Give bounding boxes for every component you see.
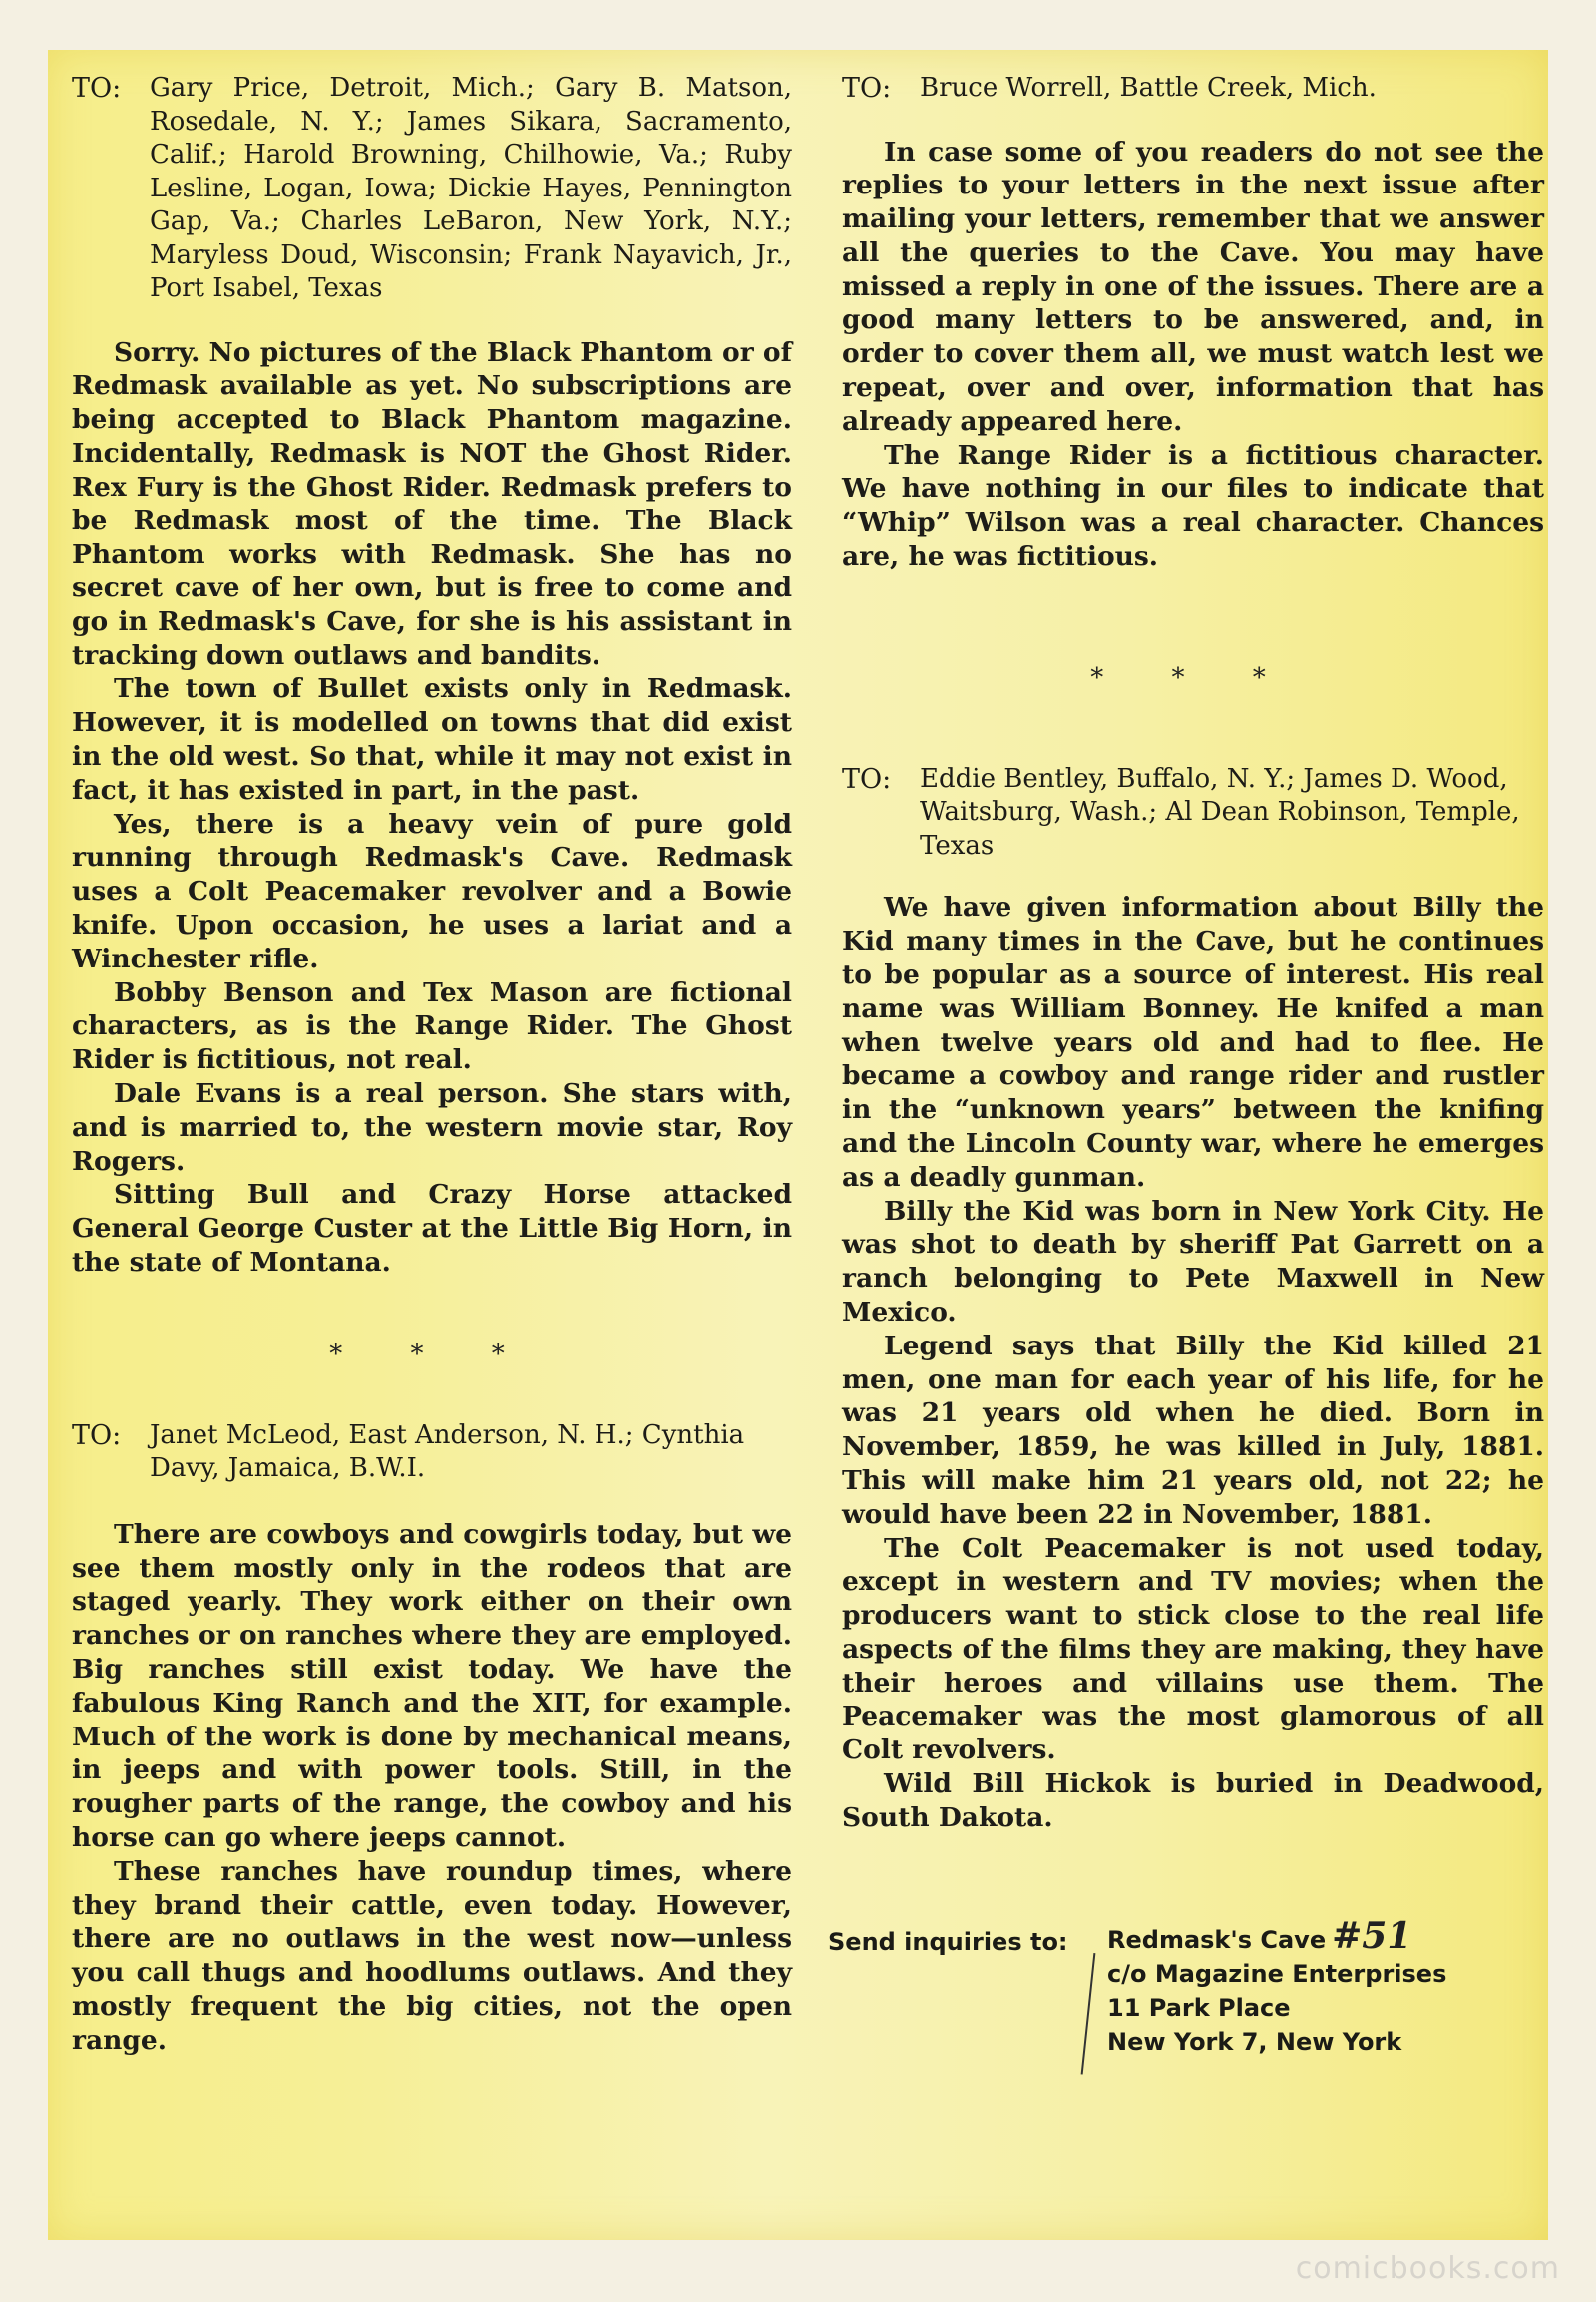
watermark: comicbooks.com <box>1295 2251 1560 2286</box>
to-label: TO: <box>842 73 892 104</box>
reply-paragraph: Sorry. No pictures of the Black Phantom or of Redmask available as yet. No subscriptions are being accepted to Black Phantom magazine. Incidentally, Redmask is NOT the Ghost Rider. Rex Fury is the Ghost Rider. Redmask prefers to be Redmask most of the time. The Black Phantom works with Redmask. She has no secret cave of her own, but is free to come and go in Redmask's Cave, for she is his assistant in tracking down outlaws and bandits. <box>72 336 792 671</box>
reply-paragraph: There are cowboys and cowgirls today, but we see them mostly only in the rodeos that are staged yearly. They work either on their own ranches or on ranches where they are employed. Big ranches still exist today. We have the fabulous King Ranch and the XIT, for example. Much of the work is done by mechanical means, in jeeps and with power tools. Still, in the rougher parts of the range, the cowboy and his horse can go where jeeps cannot. <box>72 1518 792 1853</box>
reply-paragraph: Billy the Kid was born in New York City. He was shot to death by sheriff Pat Garrett on a ranch belonging to Pete Maxwell in New Mexico. <box>842 1195 1544 1328</box>
reply-paragraph: The Range Rider is a fictitious character. We have nothing in our files to indicate that “Whip” Wilson was a real character. Chances are, he was fictitious. <box>842 439 1544 573</box>
reply-paragraph: These ranches have roundup times, where they brand their cattle, even today. However, there are no outlaws in the west now—unless you call thugs and hoodlums outlaws. And they mostly frequent the big cities, not the open range. <box>72 1855 792 2056</box>
to-block-1 <box>72 72 792 306</box>
mailing-address <box>1107 1915 1447 2059</box>
section-divider: * * * <box>1090 662 1296 693</box>
recipient-names: Eddie Bentley, Buffalo, N. Y.; James D. Wood, Waitsburg, Wash.; Al Dean Robinson, Temple, Texas <box>920 763 1520 861</box>
address-name: Redmask's Cave <box>1107 1926 1327 1954</box>
address-line: c/o Magazine Enterprises <box>1107 1960 1447 1988</box>
reply-paragraph: We have given information about Billy the Kid many times in the Cave, but he continues to be popular as a source of interest. His real name was William Bonney. He knifed a man when twelve years old and had to flee. He became a cowboy and range rider and rustler in the “unknown years” between the knifing and the Lincoln County war, where he emerges as a deadly gunman. <box>842 892 1544 1193</box>
letters-page <box>48 50 1548 2240</box>
reply-paragraph: Sitting Bull and Crazy Horse attacked General George Custer at the Little Big Horn, in the state of Montana. <box>72 1179 792 1279</box>
reply-paragraph: The Colt Peacemaker is not used today, except in western and TV movies; when the producers want to stick close to the real life aspects of the films they are making, they have their heroes and villains use them. The Peacemaker was the most glamorous of all Colt revolvers. <box>842 1532 1544 1766</box>
recipient-names: Gary Price, Detroit, Mich.; Gary B. Matson, Rosedale, N. Y.; James Sikara, Sacramento, Calif.; Harold Browning, Chilhowie, Va.; Ruby Lesline, Logan, Iowa; Dickie Hayes, Pennington Gap, Va.; Charles LeBaron, New York, N.Y.; Maryless Doud, Wisconsin; Frank Nayavich, Jr., Port Isabel, Texas <box>150 73 792 303</box>
address-line: New York 7, New York <box>1107 2028 1402 2056</box>
issue-number-handwritten: #51 <box>1332 1915 1412 1957</box>
reply-paragraph: Yes, there is a heavy vein of pure gold running through Redmask's Cave. Redmask uses a Colt Peacemaker revolver and a Bowie knife. Upon occasion, he uses a lariat and a Winchester rifle. <box>72 808 792 974</box>
recipient-names: Bruce Worrell, Battle Creek, Mich. <box>920 73 1377 103</box>
recipient-names: Janet McLeod, East Anderson, N. H.; Cynthia Davy, Jamaica, B.W.I. <box>150 1419 745 1484</box>
right-column <box>842 50 1544 2240</box>
section-divider: * * * <box>329 1339 535 1369</box>
to-label: TO: <box>72 73 122 104</box>
reply-paragraph: Dale Evans is a real person. She stars with, and is married to, the western movie star, Roy Rogers. <box>72 1078 792 1177</box>
reply-paragraph: Legend says that Billy the Kid killed 21 men, one man for each year of his life, for he was 21 years old when he died. Born in November, 1859, he was killed in July, 1881. This will make him 21 years old, not 22; he would have been 22 in November, 1881. <box>842 1330 1544 1530</box>
reply-paragraph: The town of Bullet exists only in Redmask. However, it is modelled on towns that did exist in the old west. So that, while it may not exist in fact, it has existed in part, in the past. <box>72 673 792 806</box>
reply-paragraph: In case some of you readers do not see the replies to your letters in the next issue after mailing your letters, remember that we answer all the queries to the Cave. You may have missed a reply in one of the issues. There are a good many letters to be answered, and, in order to cover them all, we must watch lest we repeat, over and over, information that has already appeared here. <box>842 136 1544 437</box>
to-block-3 <box>842 72 1544 106</box>
reply-paragraph: Bobby Benson and Tex Mason are fictional characters, as is the Range Rider. The Ghost Rider is fictitious, not real. <box>72 976 792 1076</box>
send-inquiries-label: Send inquiries to: <box>828 1928 1068 1956</box>
address-line <box>1107 1915 1446 1957</box>
address-line: 11 Park Place <box>1107 1994 1291 2022</box>
left-column <box>72 50 792 2240</box>
to-label: TO: <box>842 763 892 795</box>
to-block-2 <box>72 1419 792 1486</box>
reply-paragraph: Wild Bill Hickok is buried in Deadwood, South Dakota. <box>842 1768 1544 1833</box>
to-block-4 <box>842 763 1544 864</box>
to-label: TO: <box>72 1419 122 1451</box>
